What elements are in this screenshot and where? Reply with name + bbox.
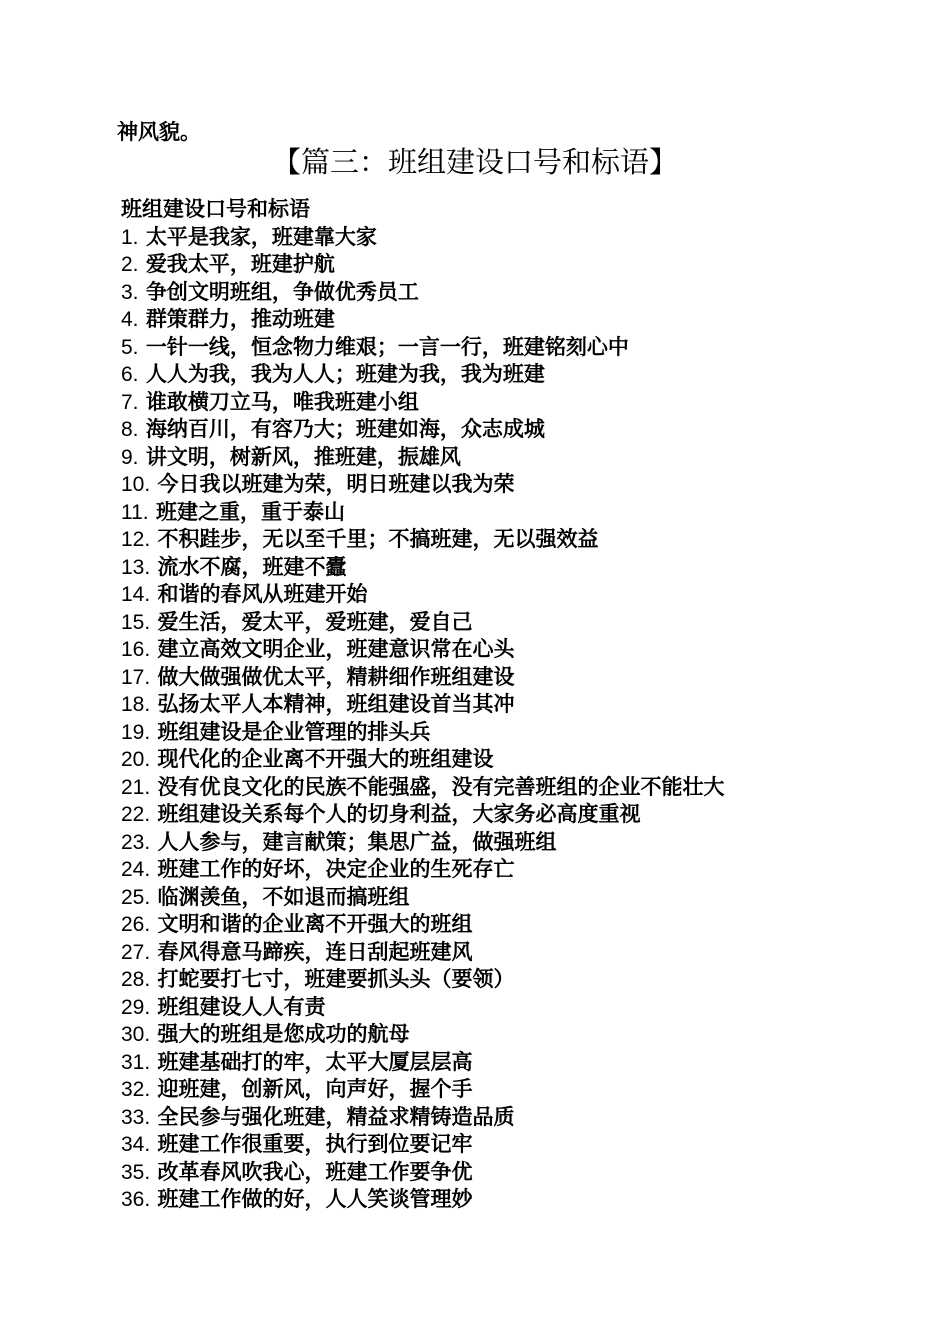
list-item	[121, 554, 921, 582]
list-item-number: 21.	[121, 775, 151, 799]
list-item	[121, 279, 921, 307]
list-item	[121, 1049, 921, 1077]
list-item-number: 16.	[121, 638, 151, 661]
list-item	[121, 306, 921, 334]
list-item-text: 人人参与，建言献策；集思广益，做强班组	[150, 829, 557, 854]
list-item-text: 爱生活，爱太平，爱班建，爱自己	[150, 609, 473, 634]
slogan-list	[121, 224, 921, 1214]
list-item-number: 22.	[121, 803, 151, 826]
list-item-number: 36.	[121, 1188, 151, 1211]
list-item	[121, 1186, 921, 1214]
list-item-number: 24.	[121, 858, 151, 881]
list-item-text: 海纳百川，有容乃大；班建如海，众志成城	[138, 417, 545, 441]
list-item	[121, 664, 921, 692]
list-item	[121, 526, 921, 554]
list-item	[121, 994, 921, 1022]
list-item-number: 35.	[121, 1160, 151, 1184]
list-item-number: 3.	[121, 280, 139, 304]
list-item	[121, 1021, 921, 1049]
list-item-number: 10.	[121, 473, 151, 496]
list-item-number: 34.	[121, 1133, 151, 1156]
list-item-number: 12.	[121, 528, 151, 551]
list-item-number: 32.	[121, 1078, 151, 1101]
list-item-text: 春风得意马蹄疾，连日刮起班建风	[150, 939, 473, 964]
carry-over-text: 神风貌。	[117, 120, 201, 144]
list-item	[121, 856, 921, 884]
list-item-number: 1.	[121, 225, 139, 249]
list-item-text: 谁敢横刀立马，唯我班建小组	[138, 389, 419, 414]
sub-heading: 班组建设口号和标语	[121, 197, 310, 221]
list-item-number: 17.	[121, 665, 151, 689]
list-item	[121, 581, 921, 609]
list-item-text: 做大做强做优太平，精耕细作班组建设	[150, 664, 515, 689]
list-item-text: 太平是我家，班建靠大家	[138, 224, 377, 249]
list-item-number: 33.	[121, 1105, 151, 1129]
list-item-number: 25.	[121, 885, 151, 909]
list-item-text: 临渊羡鱼，不如退而搞班组	[150, 884, 410, 909]
list-item-text: 不积跬步，无以至千里；不搞班建，无以强效益	[150, 527, 599, 551]
list-item	[121, 636, 921, 664]
list-item	[121, 774, 921, 802]
list-item-text: 争创文明班组，争做优秀员工	[138, 279, 419, 304]
list-item-text: 讲文明，树新风，推班建，振雄风	[138, 444, 461, 469]
list-item	[121, 251, 921, 279]
list-item	[121, 939, 921, 967]
list-item-number: 15.	[121, 610, 151, 634]
list-item-text: 流水不腐，班建不蠹	[150, 554, 347, 579]
list-item	[121, 746, 921, 774]
list-item-text: 建立高效文明企业，班建意识常在心头	[150, 637, 515, 661]
list-item-number: 4.	[121, 308, 139, 331]
list-item-text: 班建基础打的牢，太平大厦层层高	[150, 1049, 473, 1074]
list-item-number: 18.	[121, 693, 151, 716]
list-item-text: 班组建设关系每个人的切身利益，大家务必高度重视	[150, 802, 641, 826]
list-item-text: 文明和谐的企业离不开强大的班组	[150, 912, 473, 936]
list-item	[121, 471, 921, 499]
list-item-text: 一针一线，恒念物力维艰；一言一行，班建铭刻心中	[138, 334, 629, 359]
list-item	[121, 1076, 921, 1104]
list-item-text: 没有优良文化的民族不能强盛，没有完善班组的企业不能壮大	[150, 774, 725, 799]
list-item-number: 29.	[121, 995, 151, 1019]
list-item-text: 全民参与强化班建，精益求精铸造品质	[150, 1104, 515, 1129]
list-item	[121, 361, 921, 389]
list-item-number: 8.	[121, 418, 139, 441]
list-item-number: 2.	[121, 253, 139, 276]
list-item-text: 迎班建，创新风，向声好，握个手	[150, 1077, 473, 1101]
list-item-number: 26.	[121, 913, 151, 936]
list-item-text: 爱我太平，班建护航	[138, 252, 335, 276]
list-item-number: 14.	[121, 583, 151, 606]
list-item-text: 现代化的企业离不开强大的班组建设	[150, 747, 494, 771]
section-title: 【篇三：班组建设口号和标语】	[271, 145, 678, 179]
list-item	[121, 719, 921, 747]
list-item-number: 20.	[121, 748, 151, 771]
list-item-text: 班建工作做的好，人人笑谈管理妙	[150, 1187, 473, 1211]
list-item	[121, 609, 921, 637]
list-item	[121, 966, 921, 994]
list-item-number: 5.	[121, 335, 139, 359]
slogan-section	[121, 196, 921, 1214]
list-item-text: 人人为我，我为人人；班建为我，我为班建	[138, 362, 545, 386]
list-item	[121, 389, 921, 417]
list-item-number: 13.	[121, 555, 151, 579]
list-item-text: 班建工作的好坏，决定企业的生死存亡	[150, 857, 515, 881]
list-item-text: 班组建设人人有责	[150, 994, 326, 1019]
list-item-text: 强大的班组是您成功的航母	[150, 1022, 410, 1046]
list-item-number: 23.	[121, 830, 151, 854]
list-item-number: 11.	[121, 500, 149, 524]
list-item-number: 6.	[121, 363, 139, 386]
list-item	[121, 911, 921, 939]
list-item-text: 班建之重，重于泰山	[148, 499, 345, 524]
list-item-number: 7.	[121, 390, 139, 414]
list-item	[121, 1104, 921, 1132]
list-item-number: 19.	[121, 720, 151, 744]
list-item-text: 和谐的春风从班建开始	[150, 582, 368, 606]
list-item	[121, 444, 921, 472]
list-item	[121, 224, 921, 252]
list-item-text: 打蛇要打七寸，班建要抓头头（要领）	[150, 967, 515, 991]
list-item-text: 今日我以班建为荣，明日班建以我为荣	[150, 472, 515, 496]
list-item-text: 改革春风吹我心，班建工作要争优	[150, 1159, 473, 1184]
list-item-text: 班组建设是企业管理的排头兵	[150, 719, 431, 744]
list-item	[121, 1131, 921, 1159]
list-item	[121, 884, 921, 912]
list-item	[121, 829, 921, 857]
list-item	[121, 691, 921, 719]
list-item-number: 9.	[121, 445, 139, 469]
list-item	[121, 416, 921, 444]
list-item-number: 28.	[121, 968, 151, 991]
list-item	[121, 499, 921, 527]
list-item	[121, 334, 921, 362]
list-item	[121, 801, 921, 829]
list-item-text: 弘扬太平人本精神，班组建设首当其冲	[150, 692, 515, 716]
list-item-text: 群策群力，推动班建	[138, 307, 335, 331]
list-item	[121, 1159, 921, 1187]
list-item-text: 班建工作很重要，执行到位要记牢	[150, 1132, 473, 1156]
list-item-number: 31.	[121, 1050, 151, 1074]
list-item-number: 30.	[121, 1023, 151, 1046]
list-item-number: 27.	[121, 940, 151, 964]
